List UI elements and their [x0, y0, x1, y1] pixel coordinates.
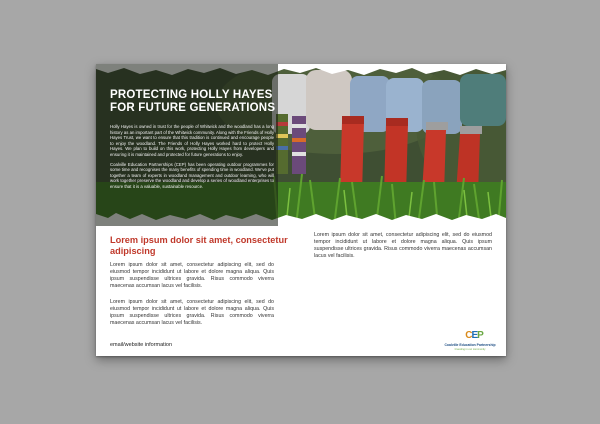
cep-logo-mark	[462, 330, 486, 342]
logo-tagline: Investing in our community	[454, 348, 486, 351]
right-column-text: Lorem ipsum dolor sit amet, consectetur adipiscing elit, sed do eiusmod tempor incididunt ut labore et dolore magna aliqua. Quis ipsum suspendisse ultrices gravida. Risus commodo viverra maecenas accumsan lacus vel facilisis.	[314, 232, 492, 259]
logo-letter: E	[471, 330, 478, 341]
page-title: PROTECTING HOLLY HAYES FOR FUTURE GENERATIONS	[110, 89, 276, 114]
logo-name: Coalville Education Partnership	[444, 343, 496, 347]
cep-logo	[440, 330, 500, 354]
intro-paragraph: Coalville Education Partnerships (CEP) has been operating outdoor programmes for some time and recognises the many benefits of spending time in woodland. We've put together a team of experts in woodland management and outdoor learning, who will work together preserve the woodland and develop a series of woodland enterprises to ensure that it is a valuable, sustainable resource.	[110, 161, 274, 189]
contact-info: email/website information	[110, 342, 173, 348]
body-paragraph: Lorem ipsum dolor sit amet, consectetur adipiscing elit, sed do eiusmod tempor incididunt ut labore et dolore magna aliqua. Quis ipsum suspendisse ultrices gravida. Risus commodo viverra maecenas accumsan lacus vel facilisis.	[110, 299, 274, 326]
brochure-page	[96, 64, 506, 356]
body-paragraph: Lorem ipsum dolor sit amet, consectetur adipiscing elit, sed do eiusmod tempor incididunt ut labore et dolore magna aliqua. Quis ipsum suspendisse ultrices gravida. Risus commodo viverra maecenas accumsan lacus vel facilisis.	[110, 262, 274, 289]
section-heading: Lorem ipsum dolor sit amet, consectetur adipiscing	[110, 235, 288, 256]
intro-text	[110, 124, 274, 194]
hero-photo	[96, 64, 506, 226]
left-column-text	[110, 262, 274, 336]
logo-letter: P	[477, 330, 483, 341]
logo-letter: C	[465, 330, 472, 341]
intro-paragraph: Holly Hayes is owned in trust for the people of Whitwick and the woodland has a long history as an important part of the Whitwick community. Along with the Friends of Holly Hayes Trust, we want to ensure that this tradition is continued and encourage people to enjoy the woodland. The Friends of Holly Hayes worked hard to protect Holly Hayes. We plan to build on this work, protecting Holly Hayes from developers and ensuring it is maintained and protected for future generations to enjoy.	[110, 124, 274, 157]
